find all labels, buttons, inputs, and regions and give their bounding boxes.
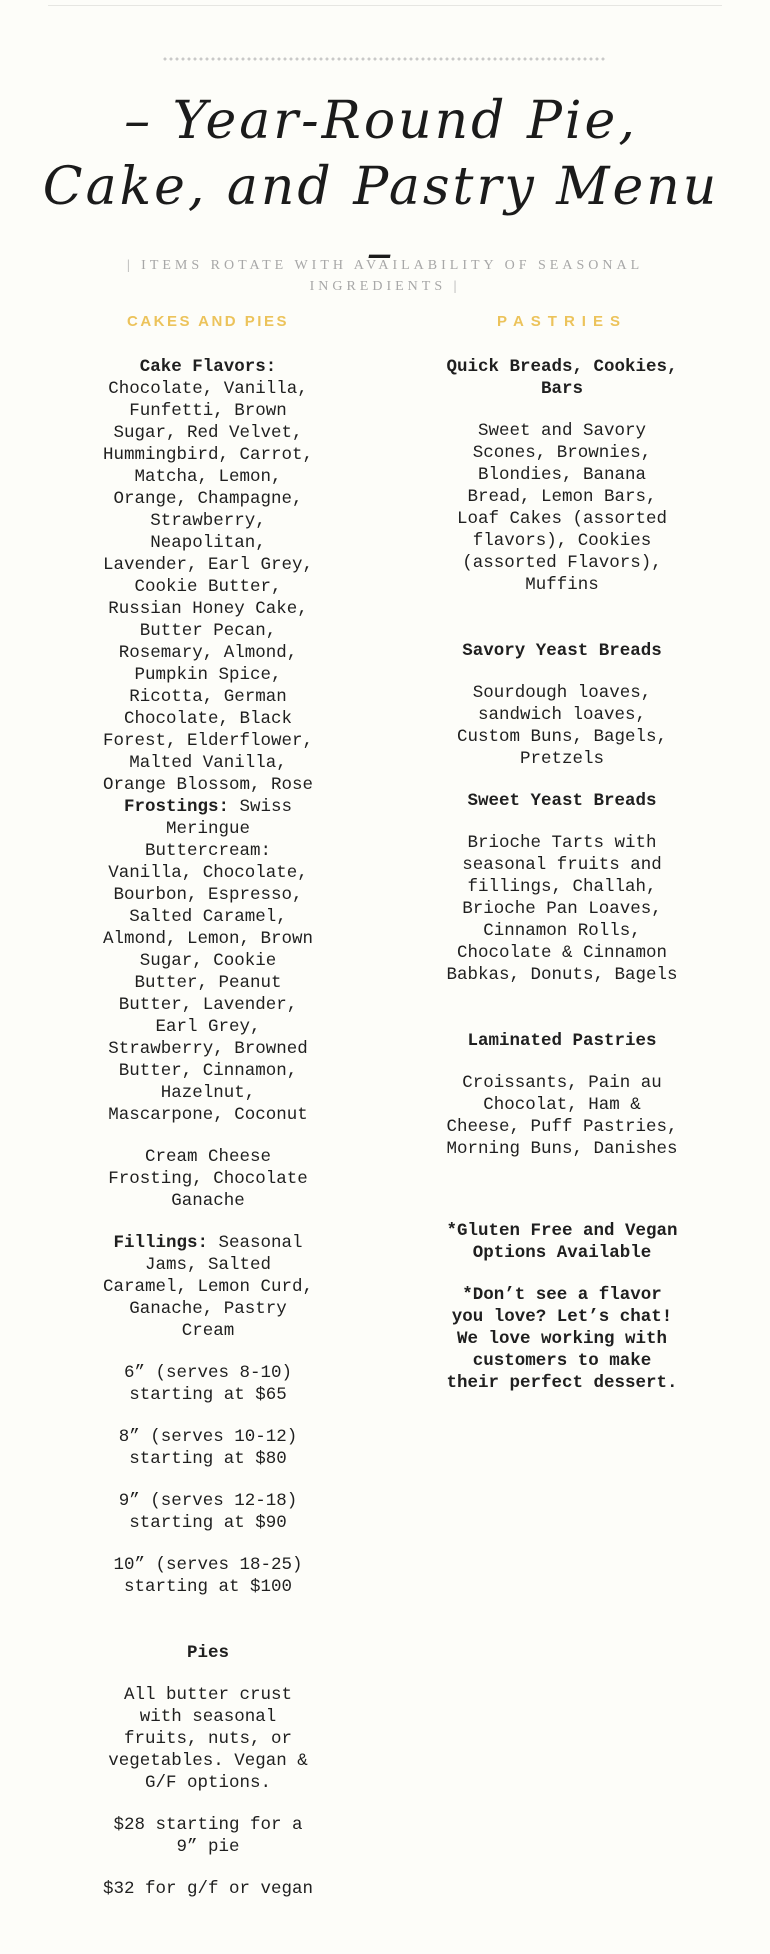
pies-description: All butter crust with seasonal fruits, nuts, or vegetables. Vegan & G/F options. [108, 1685, 308, 1793]
size-price-6: 6” (serves 8-10) starting at $65 [123, 1363, 293, 1405]
cream-cheese-frosting: Cream Cheese Frosting, Chocolate Ganache [108, 1147, 308, 1211]
laminated-desc: Croissants, Pain au Chocolat, Ham & Cheese, Puff Pastries, Morning Buns, Danishes [446, 1073, 678, 1159]
dotted-divider [162, 57, 606, 61]
cake-flavors [98, 356, 318, 796]
sweet-yeast-desc: Brioche Tarts with seasonal fruits and fillings, Challah, Brioche Pan Loaves, Cinnamon Rolls, Chocolate & Cinnamon Babkas, Donuts, Bagels [446, 833, 678, 985]
quick-breads-title: Quick Breads, Cookies, Bars [446, 357, 678, 399]
laminated-title: Laminated Pastries [467, 1031, 657, 1051]
frostings [98, 796, 318, 1126]
savory-yeast-desc: Sourdough loaves, sandwich loaves, Custom Buns, Bagels, Pretzels [456, 683, 668, 769]
cake-flavors-list: Chocolate, Vanilla, Funfetti, Brown Sugar, Red Velvet, Hummingbird, Carrot, Matcha, Lemon, Orange, Champagne, Strawberry, Neapolitan, Lavender, Earl Grey, Cookie Butter, Russian Honey Cake, Butter Pecan, Rosemary, Almond, Pumpkin Spice, Ricotta, German Chocolate, Black Forest, Elderflower, Malted Vanilla, Orange Blossom, Rose [102, 379, 314, 795]
size-price-8: 8” (serves 10-12) starting at $80 [118, 1427, 298, 1469]
fillings [98, 1232, 318, 1342]
sweet-yeast-title: Sweet Yeast Breads [467, 791, 657, 811]
pies-price-alt: $32 for g/f or vegan [102, 1879, 314, 1899]
pastries-column [446, 312, 678, 1394]
fillings-list: Seasonal Jams, Salted Caramel, Lemon Curd, Ganache, Pastry Cream [102, 1233, 314, 1341]
gluten-free-note: *Gluten Free and Vegan Options Available [446, 1221, 678, 1263]
savory-yeast-title: Savory Yeast Breads [462, 641, 662, 661]
top-divider [48, 5, 722, 6]
cakes-pies-heading: CAKES AND PIES [127, 313, 289, 330]
size-price-10: 10” (serves 18-25) starting at $100 [113, 1555, 303, 1597]
pastries-heading: PASTRIES [497, 313, 627, 330]
page-title: – Year-Round Pie, Cake, and Pastry Menu – [42, 91, 720, 283]
cakes-pies-column [98, 312, 318, 1900]
page-subtitle: | ITEMS ROTATE WITH AVAILABILITY OF SEASONAL INGREDIENTS | [126, 258, 644, 294]
custom-flavor-note: *Don’t see a flavor you love? Let’s chat! We love working with customers to make their perfect dessert. [446, 1285, 678, 1393]
fillings-label: Fillings: [113, 1233, 208, 1253]
frostings-list: Swiss Meringue Buttercream: Vanilla, Chocolate, Bourbon, Espresso, Salted Caramel, Almond, Lemon, Brown Sugar, Cookie Butter, Peanut Butter, Lavender, Earl Grey, Strawberry, Browned Butter, Cinnamon, Hazelnut, Mascarpone, Coconut [102, 797, 314, 1125]
quick-breads-desc: Sweet and Savory Scones, Brownies, Blondies, Banana Bread, Lemon Bars, Loaf Cakes (assorted flavors), Cookies (assorted Flavors), Muffins [456, 421, 668, 595]
cake-flavors-label: Cake Flavors: [139, 357, 277, 377]
pies-heading: Pies [186, 1643, 229, 1663]
frostings-label: Frostings: [123, 797, 229, 817]
size-price-9: 9” (serves 12-18) starting at $90 [118, 1491, 298, 1533]
pies-price: $28 starting for a 9” pie [113, 1815, 303, 1857]
